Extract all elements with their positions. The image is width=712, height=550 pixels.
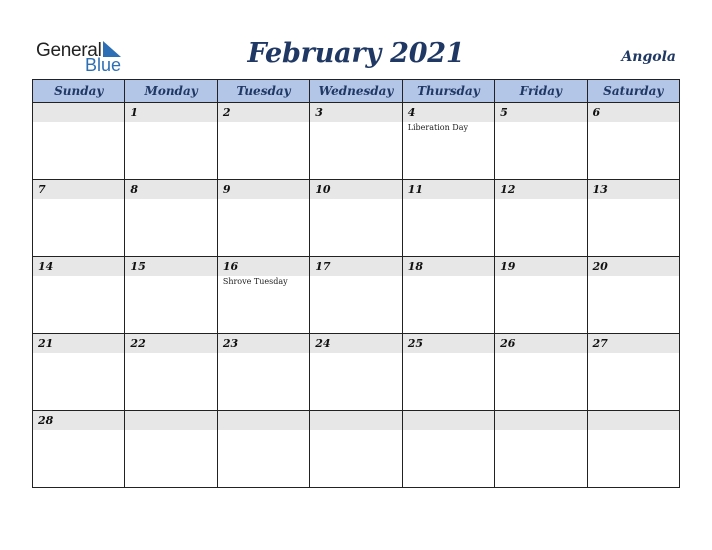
day-number-bar [310, 103, 401, 122]
day-number-bar [403, 411, 494, 430]
day-number-bar [218, 257, 309, 276]
day-number: 10 [315, 183, 331, 196]
calendar-title: February 2021 [247, 38, 465, 69]
day-cell [495, 411, 587, 488]
day-number-bar [403, 257, 494, 276]
day-number: 28 [38, 414, 54, 427]
day-cell [587, 103, 679, 180]
day-cell [402, 103, 494, 180]
day-number-bar [125, 334, 216, 353]
day-cell [587, 334, 679, 411]
day-cell [217, 411, 309, 488]
weekday-wednesday: Wednesday [310, 80, 402, 103]
day-cell [217, 334, 309, 411]
week-row [33, 103, 680, 180]
day-number-bar [125, 180, 216, 199]
day-number-bar [403, 334, 494, 353]
weekday-monday: Monday [125, 80, 217, 103]
day-number-bar [218, 180, 309, 199]
weekday-saturday: Saturday [587, 80, 679, 103]
day-cell [33, 180, 125, 257]
day-number-bar [495, 180, 586, 199]
day-number-bar [218, 334, 309, 353]
day-number: 9 [222, 183, 231, 196]
day-number-bar [310, 411, 401, 430]
day-cell [402, 180, 494, 257]
day-number-bar [495, 257, 586, 276]
day-number-bar [495, 334, 586, 353]
day-cell [310, 334, 402, 411]
day-number: 12 [500, 183, 516, 196]
day-number: 11 [407, 183, 423, 196]
day-number: 8 [130, 183, 139, 196]
day-number: 19 [500, 260, 516, 273]
day-number: 18 [407, 260, 423, 273]
day-number: 7 [38, 183, 46, 196]
calendar-body [33, 103, 680, 488]
day-number-bar [310, 180, 401, 199]
day-cell [310, 103, 402, 180]
logo-text-general: General [36, 40, 102, 61]
week-row [33, 257, 680, 334]
day-number-bar [33, 411, 124, 430]
day-number: 1 [130, 106, 139, 119]
day-number: 16 [222, 260, 239, 273]
week-row [33, 180, 680, 257]
day-number: 4 [407, 106, 416, 119]
day-number: 25 [407, 337, 423, 350]
day-cell [33, 411, 125, 488]
calendar-grid [32, 79, 680, 488]
day-cell [125, 411, 217, 488]
day-number: 13 [592, 183, 608, 196]
day-cell [33, 334, 125, 411]
day-number-bar [588, 411, 679, 430]
day-number: 20 [592, 260, 608, 273]
day-number-bar [125, 103, 216, 122]
day-cell [402, 257, 494, 334]
day-cell [217, 257, 309, 334]
day-cell [495, 334, 587, 411]
day-number: 27 [592, 337, 608, 350]
day-cell [495, 103, 587, 180]
day-number: 26 [500, 337, 516, 350]
day-number-bar [33, 257, 124, 276]
day-number: 2 [222, 106, 231, 119]
day-cell [125, 334, 217, 411]
day-number-bar [218, 411, 309, 430]
holiday-label: Shrove Tuesday [222, 277, 288, 286]
day-number-bar [403, 180, 494, 199]
day-number-bar [125, 257, 216, 276]
week-row [33, 411, 680, 488]
day-number-bar [403, 103, 494, 122]
day-cell [33, 103, 125, 180]
day-number: 21 [38, 337, 54, 350]
day-number: 6 [592, 106, 601, 119]
day-number: 3 [315, 106, 323, 119]
day-cell [402, 334, 494, 411]
day-number-bar [218, 103, 309, 122]
day-cell [310, 257, 402, 334]
country-name: Angola [621, 49, 676, 65]
day-cell [310, 180, 402, 257]
weekday-friday: Friday [495, 80, 587, 103]
day-cell [125, 103, 217, 180]
day-cell [217, 103, 309, 180]
day-number-bar [588, 180, 679, 199]
day-number: 14 [38, 260, 54, 273]
day-number-bar [588, 257, 679, 276]
day-number: 23 [222, 337, 239, 350]
day-cell [587, 180, 679, 257]
holiday-label: Liberation Day [407, 123, 468, 132]
day-cell [125, 257, 217, 334]
day-number-bar [33, 103, 124, 122]
day-cell [125, 180, 217, 257]
weekday-header-row [33, 80, 680, 103]
day-number-bar [33, 334, 124, 353]
day-cell [587, 411, 679, 488]
day-number-bar [125, 411, 216, 430]
day-number-bar [588, 103, 679, 122]
day-number: 22 [130, 337, 146, 350]
day-number-bar [495, 103, 586, 122]
day-number-bar [310, 334, 401, 353]
day-number: 15 [130, 260, 146, 273]
day-cell [587, 257, 679, 334]
day-cell [495, 257, 587, 334]
day-number-bar [33, 180, 124, 199]
day-number-bar [588, 334, 679, 353]
weekday-tuesday: Tuesday [217, 80, 309, 103]
weekday-sunday: Sunday [33, 80, 125, 103]
day-cell [402, 411, 494, 488]
weekday-thursday: Thursday [402, 80, 494, 103]
day-number: 5 [500, 106, 508, 119]
day-cell [217, 180, 309, 257]
logo-text-blue: Blue [85, 55, 122, 75]
day-number: 24 [315, 337, 331, 350]
day-number: 17 [315, 260, 331, 273]
day-cell [495, 180, 587, 257]
day-cell [33, 257, 125, 334]
day-cell [310, 411, 402, 488]
day-number-bar [310, 257, 401, 276]
day-number-bar [495, 411, 586, 430]
week-row [33, 334, 680, 411]
